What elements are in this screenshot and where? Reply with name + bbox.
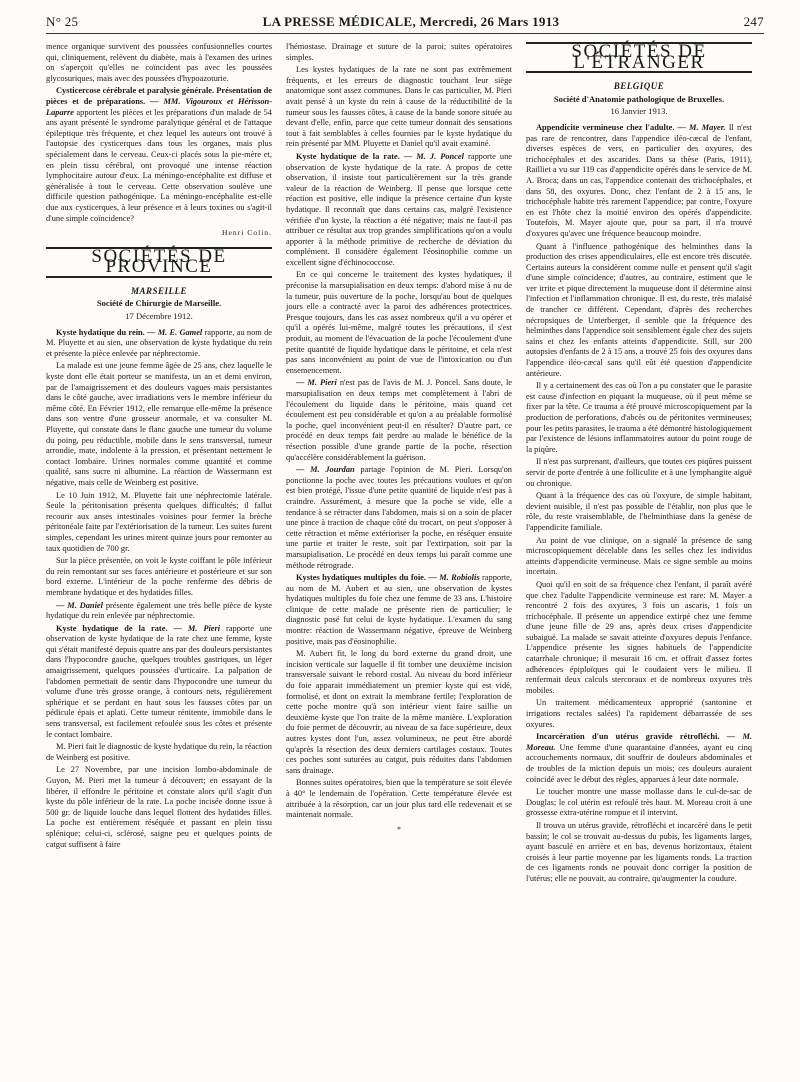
paragraph <box>46 328 272 360</box>
column-3 <box>526 42 752 887</box>
article-body: rapporte une observation de kyste hydatique de la rate. A propos de cette observation, il insiste tout particulièrement sur la très grande valeur de la réaction de Weinberg. Il pense que lorsque cette réaction est positive, elle indique la présence certaine d'un kyste hydatique. Il reconnaît que dans certains cas, malgré l'existence vérifiée d'un kyste, la réaction a été négative; mais ne faut-il pas attribuer ce résultat aux trop grandes simplifications qu'on a voulu apporter à la méthode primitive de recherche de déviation du complément. Il considère également l'éosinophilie comme un excellent signe d'échinococcose. <box>286 151 513 267</box>
paragraph: Au point de vue clinique, on a signalé la présence de sang microscopiquement décelable dans les selles chez les individus atteints d'appendicite vermineuse. Mais ce signe semble au moins incertain. <box>526 535 752 577</box>
article-body: présente également une très belle pièce de kyste hydatique du rein enlevée par néphrectomie. <box>46 600 272 621</box>
paragraph: l'hémostase. Drainage et suture de la paroi; suites opératoires simples. <box>286 42 512 62</box>
page-number-left: N° 25 <box>46 14 79 29</box>
paragraph: Un traitement médicamenteux approprié (santonine et irrigations rectales salées) l'a rapidement débarrassée de ses oxyures. <box>526 698 752 729</box>
paragraph: Il trouva un utérus gravide, rétrofléchi et incarcéré dans le petit bassin; le col se trouvait au-dessus du pubis, les ligaments larges, ayant basculé en arrière et en bas, devenus horizontaux, étaient croisés à leur partie moyenne par les ligaments ronds. La traction de ces ligaments ronds ne pouvait donc corriger la position de l'utérus; elle ne pouvait, au contraire, qu'augmenter la coudure. <box>526 820 752 883</box>
paragraph: Le toucher montre une masse mollasse dans le cul-de-sac de Douglas; le col utérin est refoulé très haut. M. Moreau croit à une grossesse extra-utérine rompue et il intervint. <box>526 787 752 818</box>
paragraph: Il y a certainement des cas où l'on a pu constater que le parasite est cause d'infection en piquant la muqueuse, où il peut même se fixer par la tête. Ce trauma a été prouvé microscopiquement par la production de perforations, d'abcès ou de péritonites vermineuses; pour les petits parasites, le trauma a été démontré histologiquement par l'existence de lésions inflammatoires autour du point rouge de la piqûre. <box>526 381 752 454</box>
paragraph: En ce qui concerne le traitement des kystes hydatiques, il préconise la marsupialisation en deux temps: d'abord mise à nu de la tumeur, puis ouverture de la poche, lorsqu'au bout de quelques jours elle a contracté avec la paroi des adhérences protectrices. Presque toujours, dans les cas assez nombreux qu'il a vu opérer et qu'il a opérés lui-même, malgré toutes les précautions, il s'est produit, au moment de l'évacuation de la poche l'écoulement d'une petite quantité de liquide hydatique dans le péritoine, et cela n'est pas sans inconvénient au point de vue de l'intoxication ou d'un ensemencement. <box>286 270 512 375</box>
article-heading: Kyste hydatique du rein. <box>56 327 148 337</box>
article-authors: — M. Robiolis <box>428 573 482 583</box>
article-authors: — M. Moreau. <box>526 732 752 752</box>
article-authors: — M. Daniel <box>56 600 106 610</box>
paragraph: Le 27 Novembre, par une incision lombo-abdominale de Guyon, M. Pieri met la tumeur à découvert; en essayant de la libérer, il effondre le péritoine et constate alors qu'il s'agit d'un kyste du pôle inférieur de la rate. La poche incisée donne issue à 500 gr. de liquide louche dans lequel flottent des hydatides filles. La poche est entièrement réséquée et passant en plein tissu splénique; celui-ci, sclérosé, saigne peu et quelques points de catgut suffisent à faire <box>46 765 272 849</box>
society-heading: Société de Chirurgie de Marseille. <box>96 298 222 309</box>
article-authors: — M. J. Poncel <box>403 151 468 161</box>
paragraph <box>286 378 512 463</box>
country-heading: BELGIQUE <box>613 81 665 92</box>
page-number-right: 247 <box>743 14 764 29</box>
article-heading: Kyste hydatique de la rate. <box>56 623 174 633</box>
article-heading: Kystes hydatiques multiples du foie. <box>296 573 429 583</box>
article-authors: — M. Pieri <box>173 623 227 633</box>
article-body: rapporte, au nom de M. Pluyette et au sien, une observation de kyste hydatique du rein et présente la pièce enlevée par néphrectomie. <box>46 327 272 358</box>
journal-title: LA PRESSE MÉDICALE, Mercredi, 26 Mars 1913 <box>262 14 560 29</box>
session-date: 17 Décembre 1912. <box>125 311 193 322</box>
article-authors: — M. Jourdan <box>296 465 361 475</box>
society-heading: Société d'Anatomie pathologique de Bruxelles. <box>553 93 725 104</box>
paragraph: M. Pieri fait le diagnostic de kyste hydatique du rein, la réaction de Weinberg est positive. <box>46 742 272 762</box>
paragraph <box>286 465 512 571</box>
article-body: rapporte, au nom de M. Aubert et au sien, une observation de kystes hydatiques multiples du foie chez une femme de 33 ans. L'histoire clinique de cette malade ne présente rien de particulier; le diagnostic posé fut celui de kyste hydatique. L'examen du sang montre: réaction de Wassermann négative, épreuve de Weinberg positive, mais pas d'éosinophilie. <box>286 573 512 646</box>
article-heading: Cysticercose cérébrale et paralysie générale. Présentation de pièces et de préparations. <box>46 86 272 106</box>
article-authors: — MM. Vigouroux et Hérisson-Laparre <box>46 96 272 117</box>
columns <box>46 42 764 887</box>
article-authors: — M. Pieri <box>296 378 340 388</box>
article-heading: Appendicite vermineuse chez l'adulte. <box>536 122 678 132</box>
paragraph: Les kystes hydatiques de la rate ne sont pas extrêmement fréquents, et les erreurs de diagnostic touchant leur siège anatomique sont assez communes. Dans le cas particulier, M. Pieri avait pensé à un kyste du rein à cause de la réductibilité de la tumeur sous les fausses côtes, à cause de la bande sonore située au devant d'elle, enfin, parce que cette tumeur donnait des sensations tout à fait semblables à celles fournies par le kyste hydatique du rein présenté par MM. Pluyette et Daniel qu'il avait examiné. <box>286 65 512 149</box>
article-heading: Kyste hydatique de la rate. <box>296 151 404 161</box>
article-body: Une femme d'une quarantaine d'années, ayant eu cinq accouchements normaux, dit souffrir de douleurs abdominales et de troubles de la miction depuis un mois; ces douleurs auraient coïncidé avec le début des règles, apparues à leur date normale. <box>526 742 752 784</box>
paragraph: La malade est une jeune femme âgée de 25 ans, chez laquelle le kyste dont elle était porteur se manifesta, un an et demi environ, par de l'amaigrissement et des douleurs vagues mais persistantes dans le côté gauche, avec irradiations vers le membre inférieur du même côté. En Février 1912, elle remarque elle-même la présence dans son ventre d'une grosseur anormale, et va consulter M. Pluyette, qui constate dans le flanc gauche une tumeur du volume du poing, peu réductible, mobile dans le sens transversal, tumeur arrondie, mate, indolente à la pression, et présentant nettement le contact lombaire. Urines normales comme quantité et comme qualité, sans sucre ni albumine. La réaction de Wassermann est négative, mais celle de Weinberg est positive. <box>46 361 272 487</box>
section-title: SOCIÉTÉS DE L'ÉTRANGER <box>526 42 752 73</box>
paragraph: Quant à l'influence pathogénique des helminthes dans la production des crises appendiculaires, elle est encore très discutée. Certains auteurs la considèrent comme nulle et pensent qu'il s'agit d'une simple coïncidence; d'autres, au contraire, estiment que le ver irrite et pique directement la muqueuse dont il détermine ainsi l'infection et l'inflammation chronique. Il est, du reste, très malaisé de trancher ce différent. Cependant, d'après des recherches nécropsiques de Unterberger, il semble que la fréquence des helminthes dans l'appendice soit sensiblement égale chez des sujets sains et chez les enfants atteints d'appendicite. Still, sur 200 autopsies d'enfants de 2 à 15 ans, a trouvé 25 fois des oxyures dans l'appendice iléo-cæcal sans qu'il eût été question d'appendicite antérieure. <box>526 241 752 378</box>
column-2 <box>286 42 512 887</box>
article-authors: — M. Mayer. <box>677 122 729 132</box>
article-authors: — M. E. Gamel <box>147 327 205 337</box>
paragraph: Bonnes suites opératoires, bien que la température se soit élevée à 40° le lendemain de l'opération. Cette température élevée est attribuée à la résorption, car un jour plus tard elle redevenait et se maintenait normale. <box>286 778 512 820</box>
paragraph <box>286 152 512 269</box>
paragraph: Quoi qu'il en soit de sa fréquence chez l'enfant, il paraît avéré que chez l'adulte l'appendicite vermineuse est rare: M. Mayer a rencontré 2 fois des oxyures, 3 fois un ascaris, 1 fois un trichocéphale. Il présente un appendice extirpé chez une femme d'une jeune fille de 29 ans, après deux crises d'appendicite subaiguë. La malade se savait atteinte d'oxyures depuis l'enfance. L'appendice présente les signes habituels de l'appendicite catarrhale chronique; il mesurait 16 cm. et offrait d'assez fortes adhérences épiploïques qui le coudaient vers le milieu. Il renfermait deux calculs stercoraux et de nombreux oxyures très mobiles. <box>526 579 752 695</box>
paragraph: Sur la pièce présentée, on voit le kyste coiffant le pôle inférieur du rein remontant sur ses faces antérieure et postérieure et sur son bord externe. L'intérieur de la poche renferme des débris de membrane hydatique et des hydatides filles. <box>46 556 272 597</box>
article-body: apportent les pièces et les préparations d'un malade de 54 ans ayant présenté le syndrome paralytique général et de l'attaque épileptique très fréquente, et chez lequel les auteurs ont trouvé à l'autopsie des cysticerques dans tous les organes, mais plus spécialement dans le cerveau. Ceux-ci placés sous la pie-mère et, en plein tissu cérébral, ont provoqué une intense réaction lymphocitaire autour d'eux. La méningo-encéphalite est diffuse et généralisée à tout le cerveau. Cette observation soulève une difficile question pathogénique. La méningo-encéphalite est-elle due aux cysticerques, à leur présence et à leurs toxines ou s'agit-il d'une simple coïncidence? <box>46 107 272 223</box>
column-1 <box>46 42 272 887</box>
article-heading: Incarcération d'un utérus gravide rétrofléchi. <box>536 732 727 742</box>
paragraph: Il n'est pas surprenant, d'ailleurs, que toutes ces piqûres puissent servir de porte d'entrée à une folliculite et à une lymphangite aiguë ou chronique. <box>526 457 752 488</box>
article-body: Il n'est pas rare de rencontrer, dans l'appendice iléo-cæcal de l'enfant, diverses espèces de vers, en particulier des oxyures, des trichocéphales et des ascarides. Dans sa thèse (Paris, 1911), Railliet a vu sur 119 cas d'appendicite opérés dans le service de M. A. Broca; dans un cas, l'appendice contenait des trichocéphales, et dans 58, des oxyures. Donc, chez l'enfant de 2 à 15 ans, le trichocéphale habite très rarement l'appendice; par contre, l'oxyure en est l'hôte chez la moitié environ des opérés d'appendicite. Toutefois, M. Mayer ajoute que, pour sa part, il n'a trouvé d'oxyures qu'avec une fréquence beaucoup moindre. <box>526 122 752 238</box>
paragraph <box>286 573 512 647</box>
signature: Henri Colin. <box>222 228 272 238</box>
article-body: n'est pas de l'avis de M. J. Poncel. Sans doute, le marsupialisation en deux temps met complètement à l'abri de l'écoulement du liquide dans le péritoine, mais quand cet écoulement est peu considérable et qu'on a au préalable formolisé la poche, quel inconvénient peut-il en résulter? D'autre part, ce procédé en deux temps fait perdre au malade le bénéfice de la résection possible d'une grande partie de la poche, résection qu'accélère considérablement la guérison. <box>286 378 512 462</box>
paragraph: M. Aubert fit, le long du bord externe du grand droit, une incision verticale sur laquelle il fit tomber une deuxième incision transversale suivant le rebord costal. Au niveau du bord inférieur du foie apparait immédiatement un premier kyste qui est vidé, formolisé, et dont on extrait la membrane fertile; l'exploration de cette poche montre qu'à son intérieur vient faire saillie un deuxième kyste que l'on traite de la même manière. L'exploration du foie permet de découvrir, au niveau de sa face supérieure, deux autres kystes dont l'un, assez volumineux, ne peut être abordé qu'après la résection des deux derniers cartilages costaux. Toutes ces poches sont suturées au catgut, puis réduites dans l'abdomen sans drainage. <box>286 649 512 775</box>
separator-mark: * <box>397 824 401 834</box>
running-head <box>46 14 764 34</box>
paragraph <box>46 601 272 622</box>
section-title: SOCIÉTÉS DE PROVINCE <box>46 247 272 278</box>
paragraph: Quant à la fréquence des cas où l'oxyure, de simple habitant, devient nuisible, il n'est pas possible de l'établir, non plus que le rôle, du reste vraisemblable, de l'helminthiase dans la genèse de l'appendicite familiale. <box>526 491 752 532</box>
paragraph: Le 10 Juin 1912, M. Pluyette fait une néphrectomie latérale. Seule la péritonisation présenta quelques difficultés; il fallut recourir aux anses intestinales voisines pour fermer la brèche péritonéale faite par l'extériorisation de la tumeur. Les suites furent simples, cependant les urines mirent quinze jours pour remonter au taux quotidien de 700 gr. <box>46 490 272 553</box>
paragraph: mence organique survivent des poussées confusionnelles courtes qui, cliniquement, relèvent du diabète, mais à l'examen des urines on s'aperçoit qu'elles ne coïncident pas avec les poussées glycosuriques, mais avec des poussées d'hypoazoturie. <box>46 42 272 83</box>
paragraph <box>526 123 752 240</box>
article-body: partage l'opinion de M. Pieri. Lorsqu'on ponctionne la poche avec toutes les précautions voulues et qu'on est bien protégé, l'issue d'une petite quantité de liquide n'est pas à craindre. Assurément, à mesure que la poche se vide, elle a tendance à se rétracter dans l'abdomen, mais si on a soin de placer une pince à traction de chaque côté du trocart, on peut s'opposer à cette rétraction et même extérioriser la poche, en réséquer ensuite une partie et traiter le reste, soit par l'extirpation, soit par la marsupialisation. Le procédé en deux temps lui paraît comme une méthode rétrograde. <box>286 465 512 570</box>
article-body: rapporte une observation de kyste hydatique de la rate chez une femme, kyste qui s'était manifesté depuis quatre ans par des douleurs persistantes dans l'hypocondre gauche, quelques troubles gastriques, un léger amaigrissement, quelques poussées d'urticaire. La palpation de l'abdomen permettait de sentir dans l'hypocondre une tumeur du volume d'une très grosse orange, à contours nets, régulièrement sphérique et se perdant en haut sous les fausses côtes par un pédicule épais et aplati. Cette tumeur rénitente, immobile dans le sens transversal, est facilement refoulée sous les côtes et présente le contact lombaire. <box>46 623 272 739</box>
paragraph <box>526 732 752 785</box>
paragraph <box>46 624 272 741</box>
session-date: 16 Janvier 1913. <box>610 106 668 117</box>
city-heading: MARSEILLE <box>130 285 188 296</box>
paragraph <box>46 86 272 224</box>
